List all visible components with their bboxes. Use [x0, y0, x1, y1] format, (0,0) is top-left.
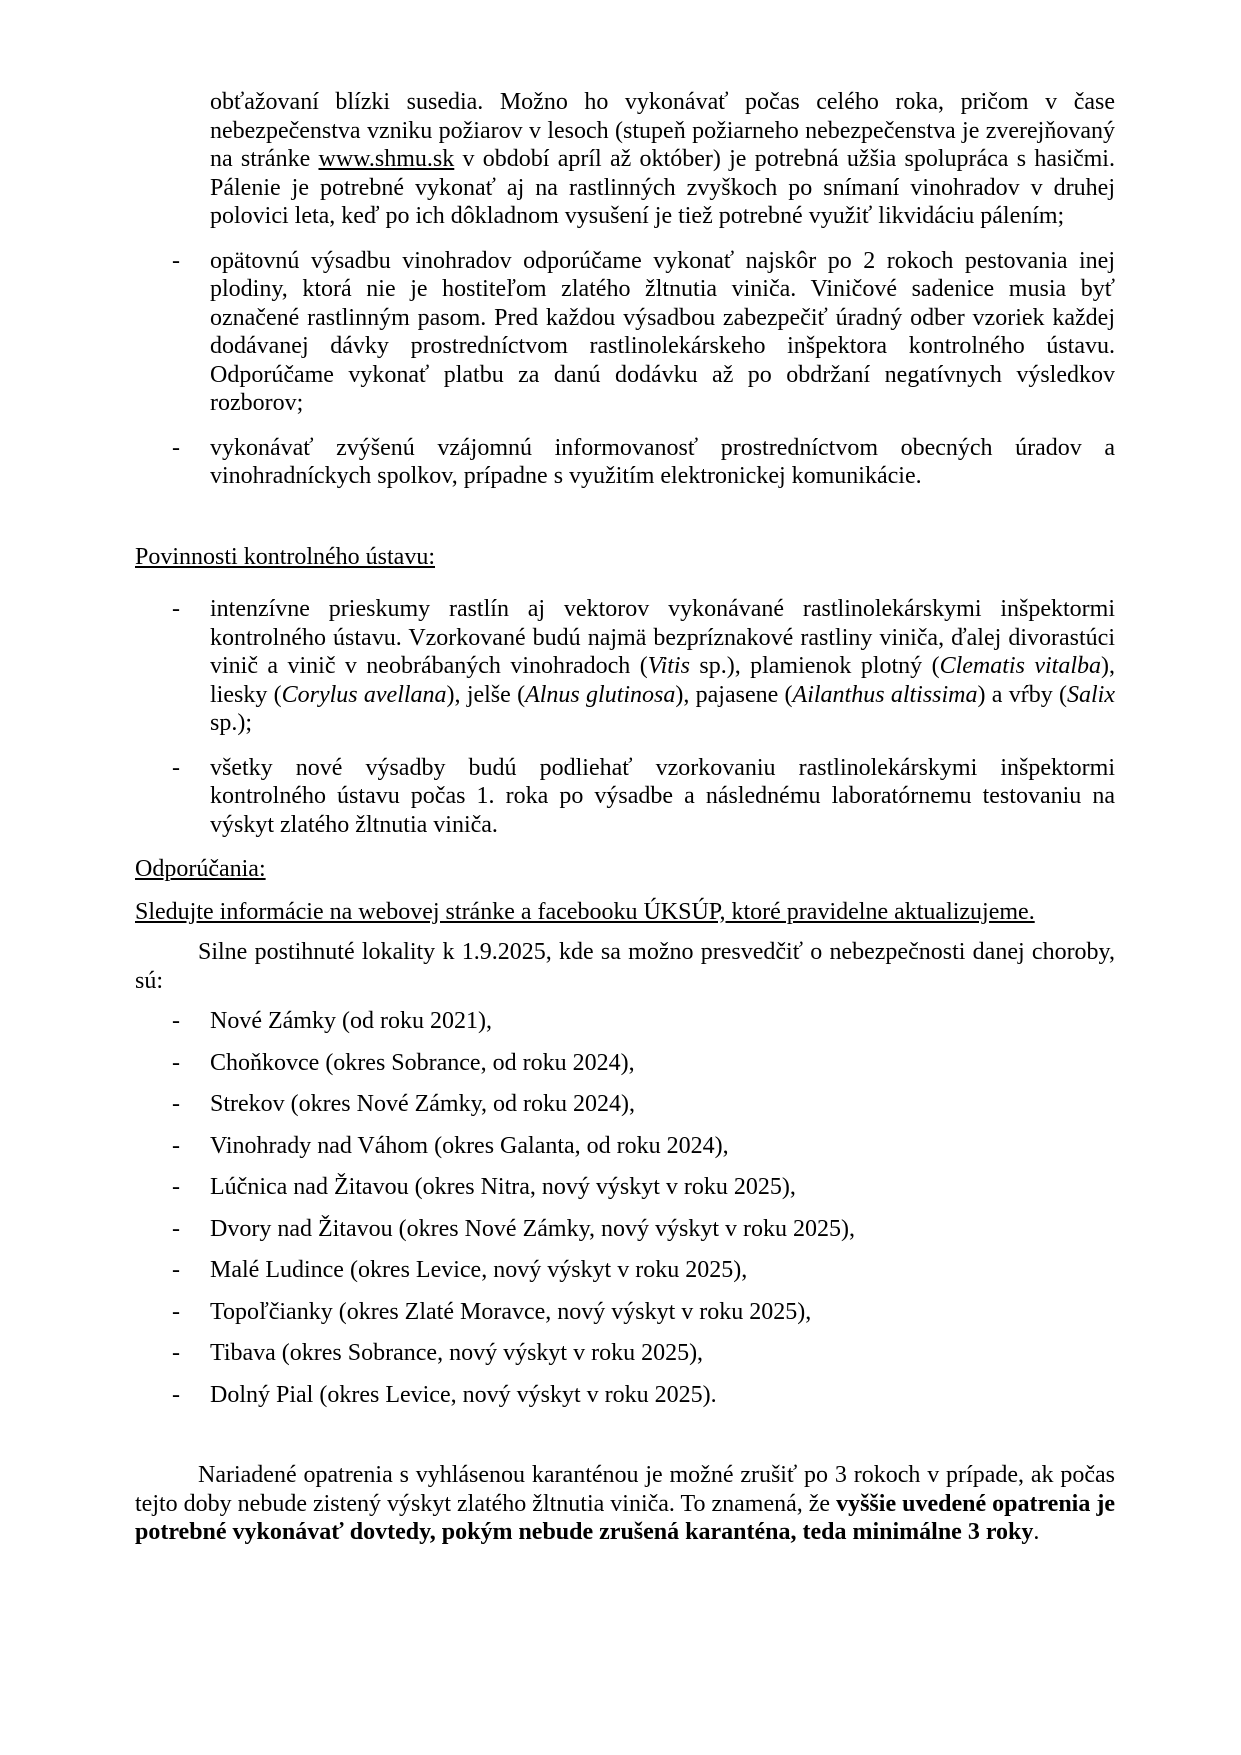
- bullet-dash: -: [172, 596, 180, 622]
- list-item: [172, 1049, 1115, 1078]
- list-item: [172, 1298, 1115, 1327]
- text-segment: Ailanthus altissima: [792, 681, 978, 708]
- locality-text: Nové Zámky (od roku 2021),: [210, 1008, 492, 1034]
- locality-text: Lúčnica nad Žitavou (okres Nitra, nový výskyt v roku 2025),: [210, 1174, 796, 1200]
- bullet-dash: -: [172, 1008, 180, 1034]
- locality-text: Tibava (okres Sobrance, nový výskyt v roku 2025),: [210, 1340, 704, 1366]
- bullet-dash: -: [172, 1257, 180, 1283]
- locality-text: Strekov (okres Nové Zámky, od roku 2024),: [210, 1091, 636, 1117]
- text-segment: Corylus avellana: [281, 681, 447, 708]
- bullet-dash: -: [172, 1381, 180, 1408]
- bullet-dash: -: [172, 1174, 180, 1200]
- bullet-dash: -: [172, 1132, 180, 1159]
- bullet-dash: -: [172, 754, 180, 781]
- bullet-new-plantings: [172, 754, 1115, 840]
- paragraph-burning-continuation: [210, 88, 1115, 231]
- recommendations-heading: Odporúčania:: [135, 856, 266, 882]
- list-item: [172, 1381, 1115, 1410]
- text-segment: Nariadené opatrenia s vyhlásenou karanténou je možné zrušiť po 3 rokoch v prípade, ak počas tejto doby nebude zistený výskyt zlatého žltnutia viniča. To znamená, že: [135, 1462, 1115, 1517]
- text-segment: v období apríl až október) je potrebná užšia spolupráca s hasičmi. Pálenie je potrebné vykonať aj na rastlinných zvyškoch po snímaní vinohradov v druhej polovici leta, keď po ich dôkladnom vysušení je tiež potrebné využiť likvidáciu pálením;: [210, 146, 1115, 229]
- list-item: [172, 1173, 1115, 1202]
- locality-text: Choňkovce (okres Sobrance, od roku 2024),: [210, 1049, 635, 1076]
- text-segment: ) a vŕby (: [977, 681, 1067, 708]
- text-segment: ), liesky (: [210, 653, 1116, 708]
- affected-localities-intro: Silne postihnuté lokality k 1.9.2025, kde sa možno presvedčiť o nebezpečnosti danej choroby, sú:: [135, 939, 1115, 994]
- locality-text: Dolný Pial (okres Levice, nový výskyt v roku 2025).: [210, 1381, 717, 1408]
- bullet-communication: [172, 434, 1115, 491]
- closing-paragraph: [135, 1461, 1115, 1547]
- bullet-surveys: [172, 595, 1116, 738]
- text-segment: .: [1033, 1519, 1040, 1545]
- bullet-dash: -: [172, 1049, 180, 1076]
- list-item: [172, 1215, 1115, 1244]
- bullet-replanting: [172, 247, 1115, 418]
- text-segment: Alnus glutinosa: [525, 681, 676, 708]
- text-segment: ), jelše (: [446, 681, 526, 708]
- bullet-dash: -: [172, 1298, 180, 1325]
- bullet-dash: -: [172, 1091, 180, 1117]
- text-segment: vykonávať zvýšenú vzájomnú informovanosť prostredníctvom obecných úradov a vinohradníckych spolkov, prípadne s využitím elektronickej komunikácie.: [210, 434, 1115, 489]
- list-item: [172, 1256, 1115, 1285]
- bullet-dash: -: [172, 1215, 180, 1242]
- locality-text: Dvory nad Žitavou (okres Nové Zámky, nový výskyt v roku 2025),: [210, 1215, 855, 1242]
- list-item: [172, 1132, 1115, 1161]
- text-segment: Vitis: [647, 653, 690, 679]
- follow-info-line: Sledujte informácie na webovej stránke a facebooku ÚKSÚP, ktoré pravidelne aktualizujeme.: [135, 898, 1035, 925]
- locality-text: Vinohrady nad Váhom (okres Galanta, od roku 2024),: [210, 1132, 729, 1159]
- list-item: [172, 1339, 1115, 1368]
- text-segment: ), pajasene (: [675, 681, 793, 708]
- text-segment: intenzívne prieskumy rastlín aj vektorov vykonávané rastlinolekárskymi inšpektormi kontrolného ústavu. Vzorkované budú najmä bezpríznakové rastliny viniča, ďalej divorastúci vinič a vinič v neobrábaných vinohradoch (: [210, 596, 1115, 679]
- bullet-dash: -: [172, 1340, 180, 1366]
- text-segment: sp.), plamienok plotný (: [689, 653, 940, 679]
- text-segment: Clematis vitalba: [939, 653, 1102, 679]
- duties-heading: Povinnosti kontrolného ústavu:: [135, 543, 435, 570]
- text-segment: všetky nové výsadby budú podliehať vzorkovaniu rastlinolekárskymi inšpektormi kontrolného ústavu počas 1. roka po výsadbe a následnému laboratórnemu testovaniu na výskyt zlatého žltnutia viniča.: [210, 754, 1115, 838]
- text-segment: Salix: [1067, 681, 1115, 708]
- list-item: [172, 1090, 1115, 1119]
- text-segment: opätovnú výsadbu vinohradov odporúčame vykonať najskôr po 2 rokoch pestovania inej plodiny, ktorá nie je hostiteľom zlatého žltnutia viniča. Viničové sadenice musia byť označené rastlinným pasom. Pred každou výsadbou zabezpečiť úradný odber vzoriek každej dodávanej dávky prostredníctvom rastlinolekárskeho inšpektora kontrolného ústavu. Odporúčame vykonať platbu za danú dodávku až po obdržaní negatívnych výsledkov rozborov;: [210, 247, 1115, 416]
- text-segment: vyššie uvedené opatrenia je potrebné vykonávať dovtedy, pokým nebude zrušená karanténa, teda minimálne 3 roky: [135, 1490, 1115, 1545]
- locality-text: Malé Ludince (okres Levice, nový výskyt v roku 2025),: [210, 1257, 748, 1283]
- list-item: [172, 1007, 1115, 1036]
- localities-list: [135, 1007, 1115, 1409]
- shmu-link[interactable]: www.shmu.sk: [318, 146, 455, 172]
- text-segment: obťažovaní blízki susedia. Možno ho vykonávať počas celého roka, pričom v čase nebezpečenstva vzniku požiarov v lesoch (stupeň požiarneho nebezpečenstva je zverejňovaný na stránke: [210, 89, 1115, 172]
- text-segment: sp.);: [210, 710, 252, 736]
- bullet-dash: -: [172, 434, 180, 461]
- locality-text: Topoľčianky (okres Zlaté Moravce, nový výskyt v roku 2025),: [210, 1298, 812, 1325]
- bullet-dash: -: [172, 247, 180, 274]
